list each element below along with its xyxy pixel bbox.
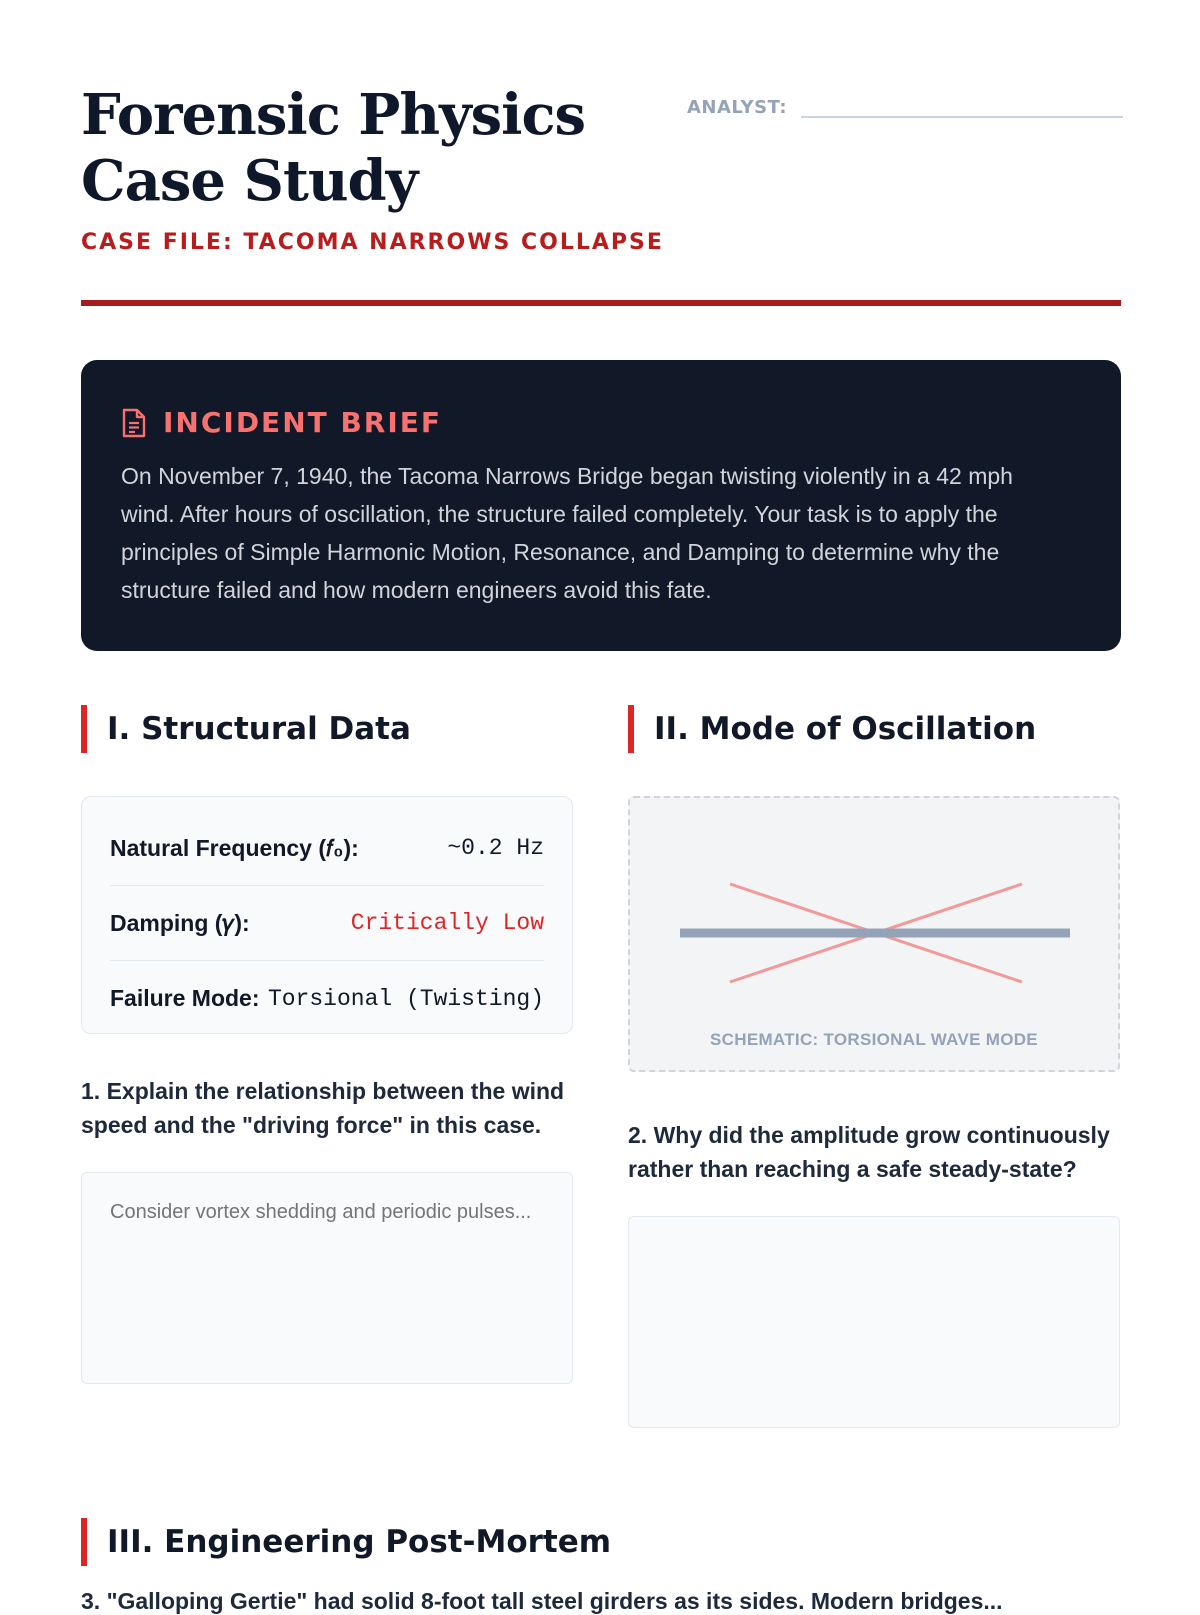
question-3-partial: 3. "Galloping Gertie" had solid 8-foot tall steel girders as its sides. Modern bridges...: [81, 1588, 1003, 1614]
analyst-label: ANALYST:: [687, 97, 788, 118]
section-header: [81, 1517, 1121, 1567]
section-mode-of-oscillation: [628, 704, 1120, 1428]
data-value: Torsional (Twisting): [267, 985, 544, 1012]
data-value: Critically Low: [350, 910, 544, 936]
page-title: [81, 82, 641, 214]
section-title: I. Structural Data: [107, 711, 411, 747]
incident-brief-title: INCIDENT BRIEF: [163, 406, 443, 439]
case-file-subtitle: CASE FILE: TACOMA NARROWS COLLAPSE: [81, 230, 664, 255]
data-label: Natural Frequency (𝑓₀):: [110, 834, 359, 861]
section-accent-bar: [81, 1518, 87, 1566]
torsional-schematic: [628, 796, 1120, 1072]
incident-brief-header: [121, 406, 1081, 439]
question-1: 1. Explain the relationship between the wind speed and the "driving force" in this case.: [81, 1078, 565, 1138]
section-header: [81, 704, 573, 754]
section-engineering-post-mortem: [81, 1517, 1121, 1567]
section-title: III. Engineering Post-Mortem: [107, 1524, 612, 1560]
data-row-natural-frequency: [110, 811, 544, 886]
incident-brief-panel: [81, 360, 1121, 651]
worksheet-header: [81, 82, 1121, 308]
title-line-2: Case Study: [81, 148, 418, 214]
document-icon: [121, 408, 147, 438]
answer-2-field[interactable]: [628, 1216, 1120, 1428]
section-title: II. Mode of Oscillation: [654, 711, 1037, 747]
section-accent-bar: [81, 705, 87, 753]
schematic-caption: SCHEMATIC: TORSIONAL WAVE MODE: [710, 1030, 1038, 1049]
section-header: [628, 704, 1120, 754]
analyst-field-group: [687, 90, 1123, 118]
analyst-name-line[interactable]: [801, 90, 1123, 118]
data-label: Failure Mode:: [110, 985, 260, 1011]
structural-data-card: [81, 796, 573, 1034]
data-row-damping: [110, 886, 544, 961]
incident-brief-text: On November 7, 1940, the Tacoma Narrows Bridge began twisting violently in a 42 mph wind. After hours of oscillation, the structure failed completely. Your task is to apply the principles of Simple Harmonic Motion, Resonance, and Damping to determine why the structure failed and how modern engineers avoid this fate.: [121, 463, 1013, 603]
question-2: 2. Why did the amplitude grow continuously rather than reaching a safe steady-state?: [628, 1122, 1110, 1182]
section-structural-data: [81, 704, 573, 1384]
data-row-failure-mode: [110, 961, 544, 1036]
header-divider: [81, 300, 1121, 306]
title-line-1: Forensic Physics: [81, 82, 586, 148]
section-accent-bar: [628, 705, 634, 753]
data-label: Damping (𝛾):: [110, 909, 250, 936]
answer-1-field[interactable]: [81, 1172, 573, 1384]
data-value: ~0.2 Hz: [447, 835, 544, 861]
